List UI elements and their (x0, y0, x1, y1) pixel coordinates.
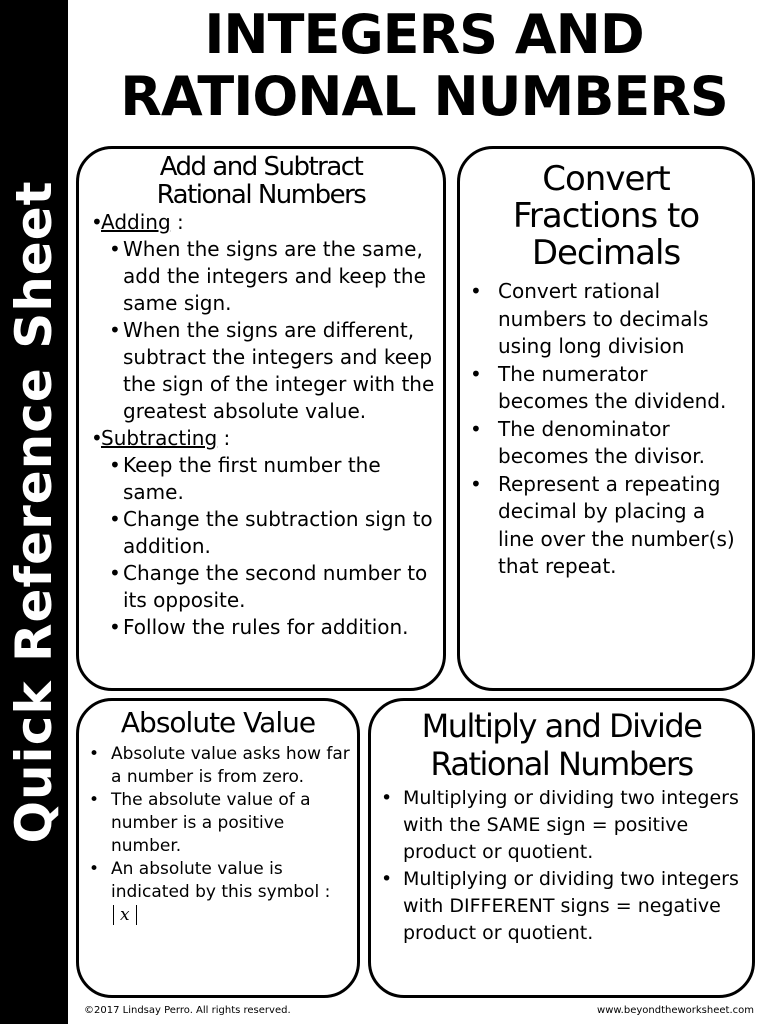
adding-label: Adding (101, 210, 171, 234)
convert-title-line1: Convert (542, 159, 670, 199)
page-title-line1: INTEGERS AND (204, 3, 644, 66)
adding-suffix: : (170, 210, 184, 234)
list-item: • Keep the first number the same. (109, 452, 443, 506)
list-item: • When the signs are the same, add the integers and keep the same sign. (109, 236, 443, 317)
list-item: • Follow the rules for addition. (109, 614, 443, 641)
add-subtract-title-line1: Add and Subtract (159, 152, 363, 182)
sidebar (0, 0, 68, 1024)
subtracting-list (109, 452, 443, 641)
website-link[interactable]: www.beyondtheworksheet.com (597, 1005, 754, 1016)
page-title (80, 4, 768, 128)
absolute-value-list (85, 743, 351, 927)
adding-list (109, 236, 443, 425)
subtracting-label: Subtracting (101, 426, 218, 450)
convert-box (457, 146, 755, 691)
absolute-value-symbol: x (113, 905, 137, 925)
convert-title-line3: Decimals (531, 233, 681, 273)
list-item: • When the signs are different, subtract the integers and keep the sign of the integer with the greatest absolute value. (109, 317, 443, 425)
convert-title-line2: Fractions to (512, 196, 700, 236)
list-item: • The absolute value of a number is a positive number. (85, 789, 351, 858)
multiply-divide-title-line1: Multiply and Divide (421, 707, 702, 745)
convert-title (460, 161, 752, 272)
multiply-divide-box (368, 698, 755, 998)
convert-list (468, 278, 744, 581)
list-item: • The numerator becomes the dividend. (468, 361, 744, 416)
list-item: • Multiplying or dividing two integers with DIFFERENT signs = negative product or quotient. (377, 866, 746, 947)
list-item: • Convert rational numbers to decimals using long division (468, 278, 744, 361)
list-item: • Absolute value asks how far a number is from zero. (85, 743, 351, 789)
multiply-divide-title-line2: Rational Numbers (430, 745, 693, 783)
sidebar-title: Quick Reference Sheet (5, 180, 63, 844)
list-item: • Change the subtraction sign to addition. (109, 506, 443, 560)
subtracting-heading (91, 425, 443, 452)
subtracting-suffix: : (217, 426, 231, 450)
list-item (85, 858, 351, 927)
list-item: • Represent a repeating decimal by placing a line over the number(s) that repeat. (468, 471, 744, 581)
multiply-divide-title (371, 707, 752, 783)
absolute-value-title: Absolute Value (120, 706, 316, 739)
add-subtract-box (76, 146, 446, 691)
list-item: • Change the second number to its opposite. (109, 560, 443, 614)
list-item: • The denominator becomes the divisor. (468, 416, 744, 471)
add-subtract-title-line2: Rational Numbers (156, 180, 366, 210)
copyright: ©2017 Lindsay Perro. All rights reserved. (84, 1005, 291, 1016)
page-title-line2: RATIONAL NUMBERS (120, 65, 728, 128)
adding-heading (91, 209, 443, 236)
multiply-divide-list (377, 785, 746, 947)
add-subtract-title (79, 153, 443, 209)
list-item: • Multiplying or dividing two integers with the SAME sign = positive product or quotient. (377, 785, 746, 866)
absolute-value-box (76, 698, 360, 998)
absolute-symbol-text: An absolute value is indicated by this symbol : (111, 859, 331, 902)
